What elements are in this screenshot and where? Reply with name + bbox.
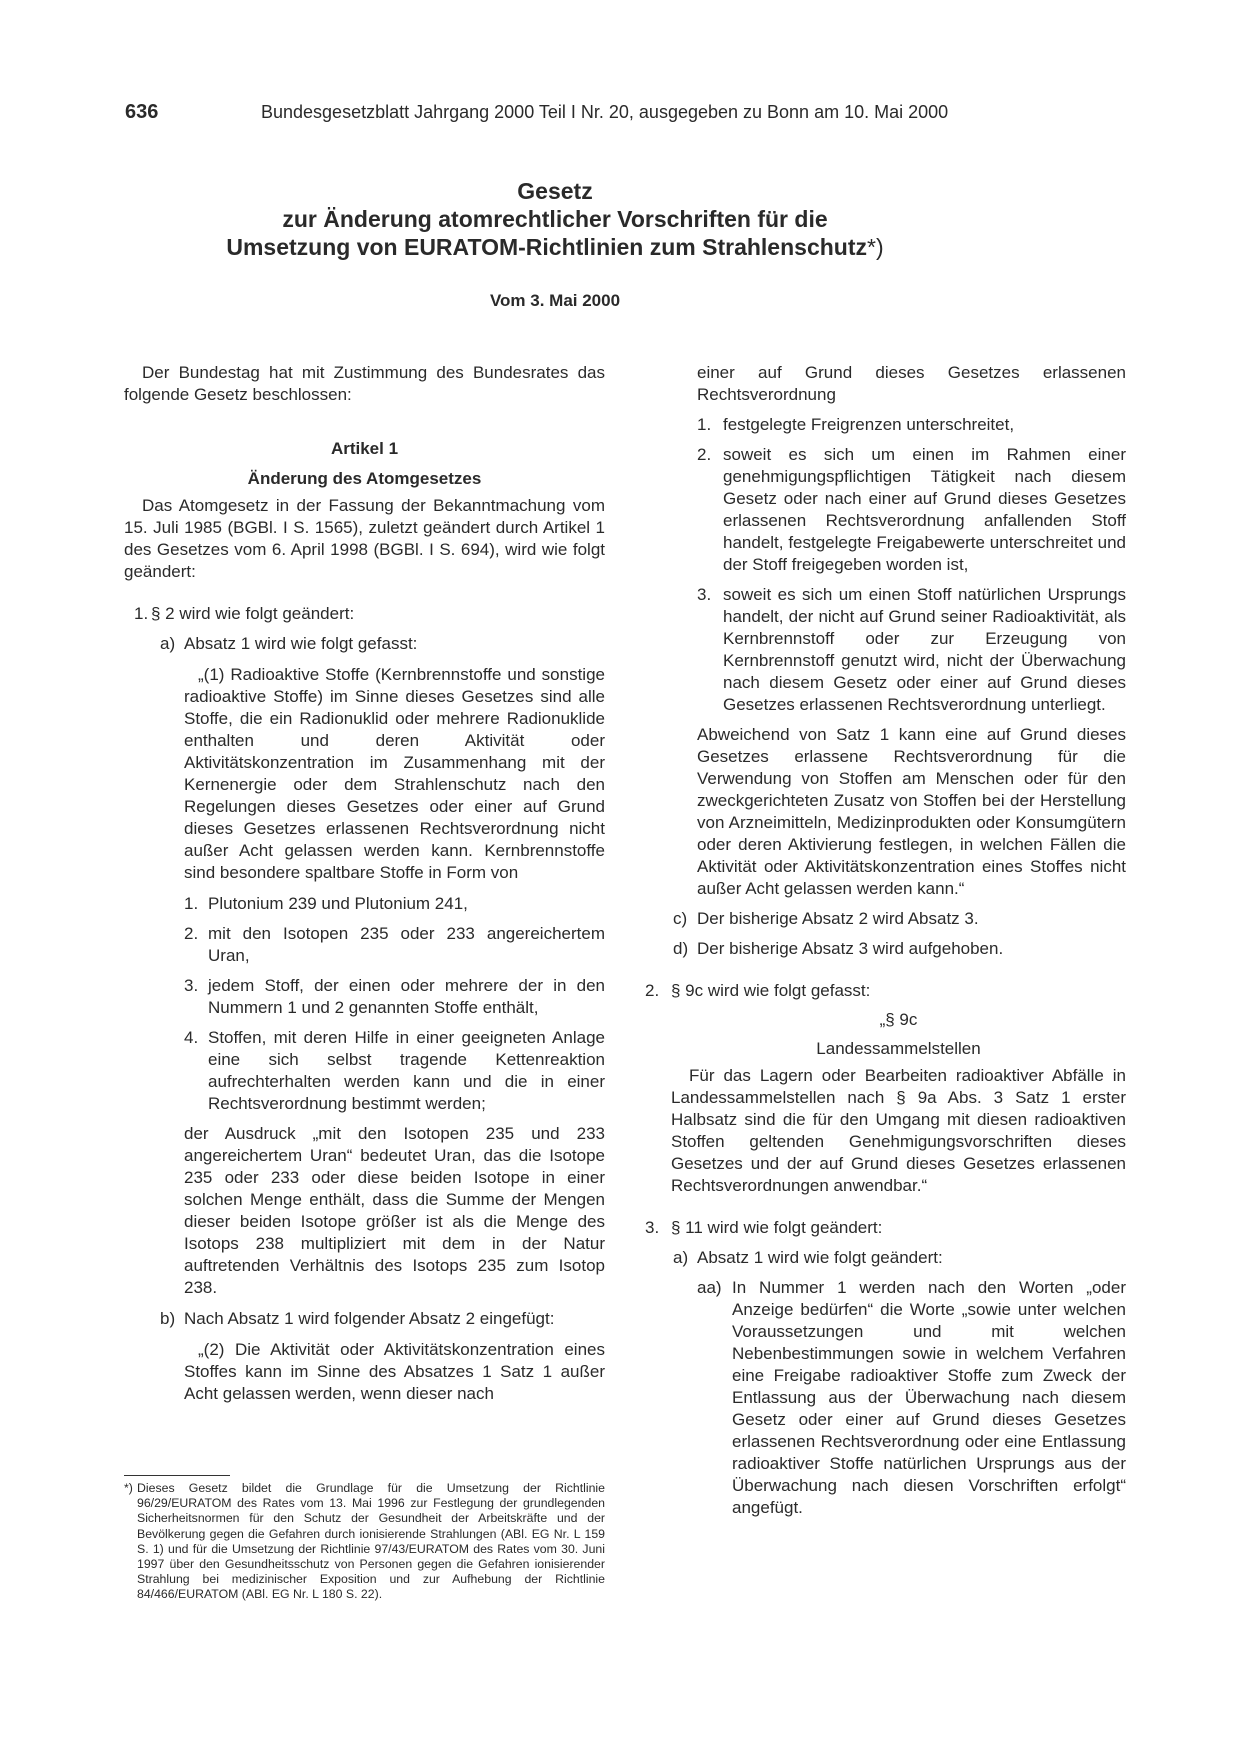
law-title [120,177,990,261]
condition-item-2-text: soweit es sich um einen im Rahmen einer genehmigungspflichtigen Tätigkeit nach diesem Gesetz oder nach einer auf Grund dieses Gesetzes erlassenen Rechtsverordnung anfallenden Stoff handelt, festgelegte Freigabewerte unterschreitet und der Stoff freigegeben worden ist, [723,445,1126,574]
quote-absatz-1: „(1) Radioaktive Stoffe (Kernbrennstoffe und sonstige radioaktive Stoffe) im Sinne dieses Gesetzes sind alle Stoffe, die ein Radionuklid oder mehrere Radionuklide enthalten und deren Aktivität oder Aktivitätskonzentration im Zusammenhang mit der Kernenergie oder dem Strahlenschutz nach den Regelungen dieses Gesetzes oder einer auf Grund dieses Gesetzes erlassenen Rechtsverordnung nicht außer Acht gelassen werden kann. Kernbrennstoffe sind besondere spaltbare Stoffe in Form von [184,665,605,882]
sub-item-c-text: Der bisherige Absatz 2 wird Absatz 3. [697,909,979,928]
list-item-2-text: § 9c wird wie folgt gefasst: [671,981,871,1000]
preamble: Der Bundestag hat mit Zustimmung des Bundesrates das folgende Gesetz beschlossen: [124,363,605,404]
condition-item-1-number: 1. [697,415,712,434]
list-item-2 [645,980,1126,1002]
definition-item-1-number: 1. [184,894,199,913]
sub-sub-item-aa-label: aa) [697,1278,722,1297]
definition-item-4-text: Stoffen, mit deren Hilfe in einer geeigneten Anlage eine sich selbst tragende Kettenreaktion aufrechterhalten werden kann und die in einer Rechtsverordnung bestimmt werden; [208,1028,605,1113]
definition-item-2-number: 2. [184,924,199,943]
list-item-1 [124,603,605,625]
definition-item-1 [124,893,605,915]
condition-item-1 [645,414,1126,436]
list-item-1-number: 1. [134,604,149,623]
condition-item-2-number: 2. [697,445,712,464]
list-item-2-number: 2. [645,981,660,1000]
list-item-3-number: 3. [645,1218,660,1237]
artikel-heading: Artikel 1 [330,439,399,458]
left-column [124,362,605,1405]
sub-item-c-letter: c) [673,909,688,928]
title-footnote-ref: *) [867,234,884,260]
sub-item-b [124,1308,605,1330]
footnote-text: Dieses Gesetz bildet die Grundlage für die Umsetzung der Richtlinie 96/29/EURATOM des Rates vom 13. Mai 1996 zur Festlegung der grundlegenden Sicherheitsnormen für den Schutz der Gesundheit der Arbeitskräfte und der Bevölkerung gegen die Gefahren durch ionisierende Strahlungen (ABl. EG Nr. L 159 S. 1) und für die Umsetzung der Richtlinie 97/43/EURATOM des Rates vom 30. Juni 1997 über den Gesundheitsschutz von Personen gegen die Gefahren ionisierender Strahlung bei medizinischer Exposition und zur Aufhebung der Richtlinie 84/466/EURATOM (ABl. EG Nr. L 180 S. 22). [137,1481,605,1602]
condition-item-3 [645,584,1126,716]
sub-item-c [645,908,1126,930]
artikel-title: Änderung des Atomgesetzes [247,469,482,488]
sub-item-a-text: Absatz 1 wird wie folgt gefasst: [184,634,418,653]
title-line-3 [120,233,990,261]
definition-item-2-text: mit den Isotopen 235 oder 233 angereichertem Uran, [208,924,605,965]
sub-sub-item-aa-text: In Nummer 1 werden nach den Worten „oder Anzeige bedürfen“ die Worte „sowie unter welchen Voraussetzungen und mit welchen Nebenbestimmungen sowie in welchem Verfahren eine Freigabe radioaktiver Stoffe zum Zweck der Entlassung aus der Überwachung nach diesem Gesetz oder einer auf Grund dieses Gesetzes erlassenen Rechtsverordnung oder eine Entlassung radioaktiver Stoffe natürlichen Ursprungs aus der Überwachung nach diesen Vorschriften erfolgt“ angefügt. [732,1278,1126,1517]
page-number: 636 [125,101,159,123]
list-item-3-text: § 11 wird wie folgt geändert: [671,1218,883,1237]
title-line-3-text: Umsetzung von EURATOM-Richtlinien zum Strahlenschutz [226,234,867,260]
right-column [645,362,1126,1519]
footnote-divider [124,1475,230,1476]
law-date: Vom 3. Mai 2000 [489,291,621,310]
quote-absatz-2-start: „(2) Die Aktivität oder Aktivitätskonzentration eines Stoffes kann im Sinne des Absatzes 1 Satz 1 außer Acht gelassen werden, wenn dieser nach [184,1340,605,1403]
artikel-intro: Das Atomgesetz in der Fassung der Bekanntmachung vom 15. Juli 1985 (BGBl. I S. 1565), zuletzt geändert durch Artikel 1 des Gesetzes vom 6. April 1998 (BGBl. I S. 694), wird wie folgt geändert: [124,496,605,581]
sub-item-b-text: Nach Absatz 1 wird folgender Absatz 2 eingefügt: [184,1309,555,1328]
sub-item-a [124,633,605,655]
footnote [124,1481,605,1603]
sub-item-b-letter: b) [160,1309,176,1328]
ausdruck-definition: der Ausdruck „mit den Isotopen 235 und 233 angereichertem Uran“ bedeutet Uran, das die Isotope 235 oder 233 oder diese beiden Isotope in einer solchen Menge enthält, dass die Summe der Mengen dieser beiden Isotope größer ist als die Menge des Isotops 238 multipliziert mit dem in der Natur auftretenden Verhältnis des Isotops 235 zum Isotop 238. [184,1124,605,1297]
page-header [125,101,985,123]
condition-item-2 [645,444,1126,576]
sub-item-a-3 [645,1247,1126,1269]
definition-item-3 [124,975,605,1019]
sub-item-a-3-letter: a) [673,1248,689,1267]
paragraph-9c-body: Für das Lagern oder Bearbeiten radioaktiver Abfälle in Landessammelstellen nach § 9a Abs. 3 Satz 1 erster Halbsatz sind die für den Umgang mit diesen radioaktiven Stoffen geltenden Genehmigungsvorschriften dieses Gesetzes und der auf Grund dieses Gesetzes erlassenen Rechtsverordnungen anwendbar.“ [671,1066,1126,1195]
condition-item-1-text: festgelegte Freigrenzen unterschreitet, [723,415,1015,434]
sub-item-d [645,938,1126,960]
footnote-mark: *) [124,1481,133,1495]
paragraph-9c-title: Landessammelstellen [816,1039,981,1058]
definition-item-3-text: jedem Stoff, der einen oder mehrere der in den Nummern 1 und 2 genannten Stoffe enthält, [208,976,605,1017]
title-line-1: Gesetz [517,178,593,204]
title-line-2: zur Änderung atomrechtlicher Vorschriften für die [282,206,828,232]
sub-item-a-letter: a) [160,634,176,653]
definition-item-3-number: 3. [184,976,199,995]
definition-item-4 [124,1027,605,1115]
definition-item-1-text: Plutonium 239 und Plutonium 241, [208,894,468,913]
condition-item-3-number: 3. [697,585,712,604]
definition-item-2 [124,923,605,967]
sub-item-d-text: Der bisherige Absatz 3 wird aufgehoben. [697,939,1004,958]
list-item-1-text: § 2 wird wie folgt geändert: [151,604,355,623]
condition-item-3-text: soweit es sich um einen Stoff natürlichen Ursprungs handelt, der nicht auf Grund seiner Radioaktivität, als Kernbrennstoff oder zur Erzeugung von Kernbrennstoff genutzt wird, nicht der Überwachung nach diesem Gesetz oder einer auf Grund dieses Gesetzes erlassenen Rechtsverordnung unterliegt. [723,585,1126,714]
sub-item-d-letter: d) [673,939,689,958]
paragraph-9c-heading: „§ 9c [879,1010,918,1029]
running-head: Bundesgesetzblatt Jahrgang 2000 Teil I Nr. 20, ausgegeben zu Bonn am 10. Mai 2000 [261,102,949,122]
sub-item-a-3-text: Absatz 1 wird wie folgt geändert: [697,1248,943,1267]
abweichend-paragraph: Abweichend von Satz 1 kann eine auf Grund dieses Gesetzes erlassene Rechtsverordnung für die Verwendung von Stoffen am Menschen oder für den zweckgerichteten Zusatz von Stoffen bei der Herstellung von Arzneimitteln, Medizinprodukten oder Konsumgütern oder deren Aktivierung festlegen, in welchen Fällen die Aktivität oder Aktivitätskonzentration eines Stoffes nicht außer Acht gelassen werden kann.“ [697,725,1126,898]
list-item-3 [645,1217,1126,1239]
quote-absatz-2-continued: einer auf Grund dieses Gesetzes erlassenen Rechtsverordnung [697,363,1126,404]
sub-sub-item-aa [645,1277,1126,1519]
definition-item-4-number: 4. [184,1028,199,1047]
